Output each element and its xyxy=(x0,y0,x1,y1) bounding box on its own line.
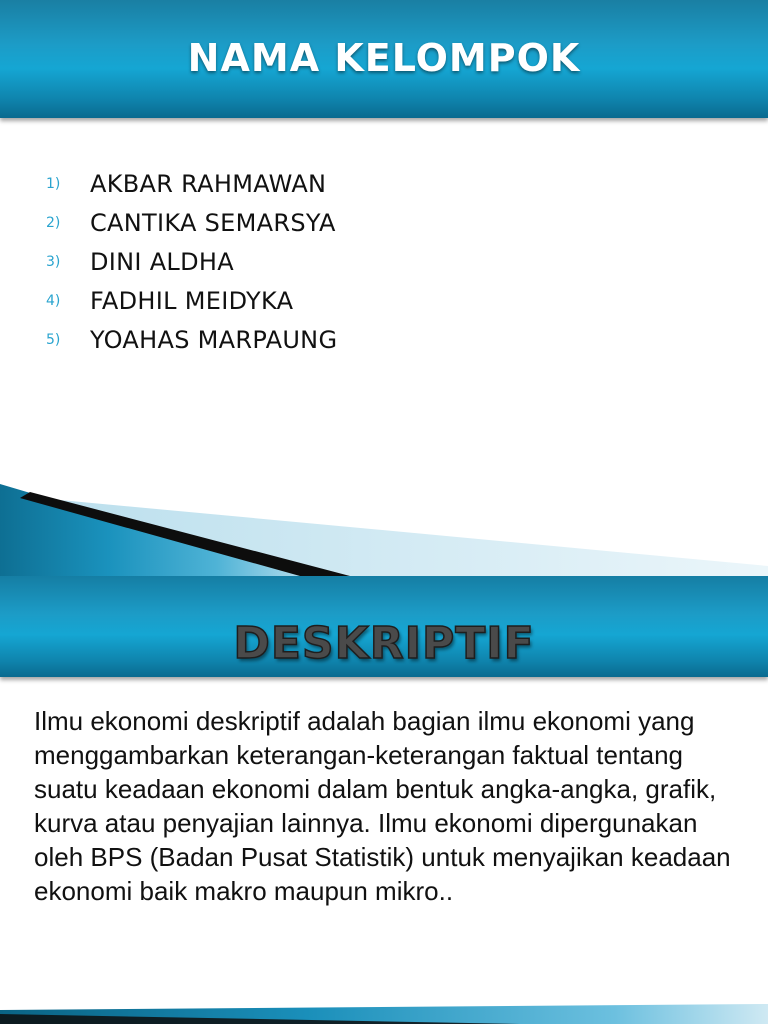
list-item xyxy=(46,203,337,242)
list-number: 5) xyxy=(46,331,61,348)
list-item xyxy=(46,242,337,281)
decorative-swoosh xyxy=(0,484,768,576)
member-name: FADHIL MEIDYKA xyxy=(90,286,294,315)
list-item xyxy=(46,164,337,203)
slide-title: NAMA KELOMPOK xyxy=(187,36,581,80)
list-number: 4) xyxy=(46,292,61,309)
list-number: 2) xyxy=(46,214,61,231)
member-name: YOAHAS MARPAUNG xyxy=(90,325,338,354)
body-paragraph: Ilmu ekonomi deskriptif adalah bagian ilmu ekonomi yang menggambarkan keterangan-keterangan faktual tentang suatu keadaan ekonomi dalam bentuk angka-angka, grafik, kurva atau penyajian lainnya. Ilmu ekonomi dipergunakan oleh BPS (Badan Pusat Statistik) untuk menyajikan keadaan ekonomi baik makro maupun mikro.. xyxy=(34,706,731,906)
member-name: AKBAR RAHMAWAN xyxy=(90,169,327,198)
decorative-footer-stripe xyxy=(0,990,768,1024)
slide-title: DESKRIPTIF xyxy=(233,618,535,669)
list-number: 3) xyxy=(46,253,61,270)
slide-deskriptif xyxy=(0,576,768,1024)
member-name: DINI ALDHA xyxy=(90,247,234,276)
list-item xyxy=(46,281,337,320)
member-list xyxy=(46,164,337,359)
list-item xyxy=(46,320,337,359)
list-number: 1) xyxy=(46,175,61,192)
member-name: CANTIKA SEMARSYA xyxy=(90,208,336,237)
